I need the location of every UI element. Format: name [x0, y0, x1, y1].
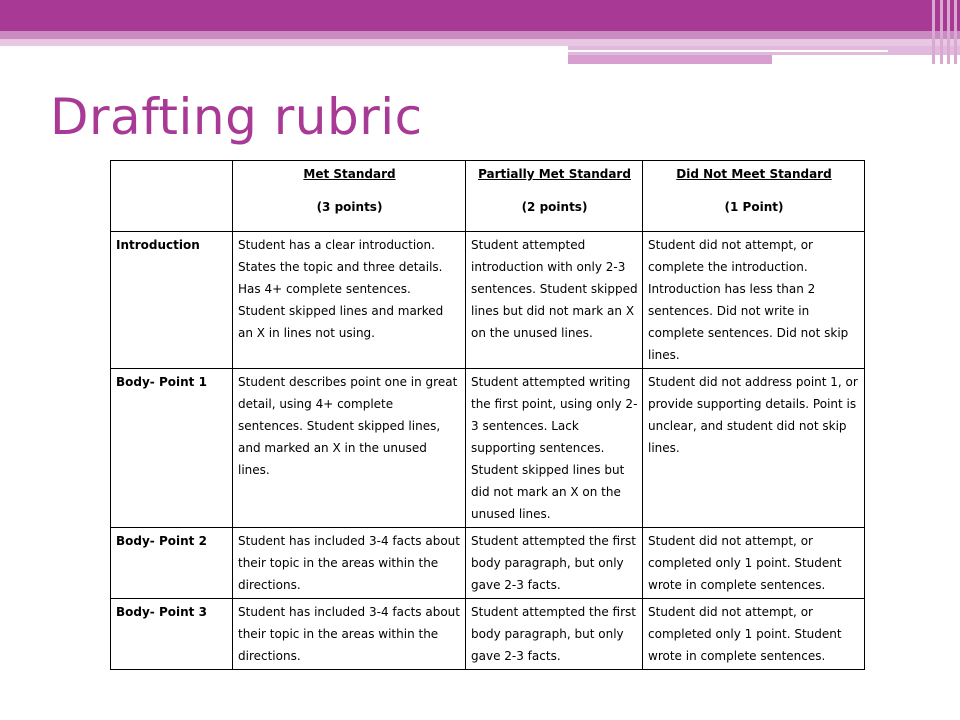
header-vertical-bar: [932, 0, 935, 64]
partial-cell: Student attempted the first body paragraph, but only gave 2-3 facts.: [466, 599, 643, 670]
header-band: [0, 0, 960, 31]
header-vertical-bar: [947, 0, 950, 64]
criterion-cell: Body- Point 3: [111, 599, 233, 670]
not-met-cell: Student did not address point 1, or provide supporting details. Point is unclear, and student did not skip lines.: [643, 369, 865, 528]
partial-cell: Student attempted writing the first point, using only 2-3 sentences. Lack supporting sentences. Student skipped lines but did not mark an X on the unused lines.: [466, 369, 643, 528]
slide-title: Drafting rubric: [50, 88, 423, 146]
header-band-tertiary: [0, 39, 960, 46]
partial-cell: Student attempted the first body paragraph, but only gave 2-3 facts.: [466, 528, 643, 599]
rubric-row-body-point-2: [111, 528, 865, 599]
met-cell: Student has included 3-4 facts about their topic in the areas within the directions.: [233, 599, 466, 670]
partial-cell: Student attempted introduction with only 2-3 sentences. Student skipped lines but did not mark an X on the unused lines.: [466, 232, 643, 369]
rubric-row-introduction: [111, 232, 865, 369]
header-points: (3 points): [316, 200, 383, 214]
header-label: Did Not Meet Standard: [676, 167, 832, 181]
not-met-cell: Student did not attempt, or completed only 1 point. Student wrote in complete sentences.: [643, 528, 865, 599]
header-accent-strip-short: [568, 55, 772, 64]
met-cell: Student describes point one in great detail, using 4+ complete sentences. Student skipped lines, and marked an X in the unused lines.: [233, 369, 466, 528]
rubric-row-body-point-1: [111, 369, 865, 528]
rubric-header-not-met: [643, 161, 865, 232]
rubric-corner-cell: [111, 161, 233, 232]
rubric-header-met: [233, 161, 466, 232]
header-label: Met Standard: [303, 167, 396, 181]
not-met-cell: Student did not attempt, or complete the introduction. Introduction has less than 2 sentences. Did not write in complete sentences. Did not skip lines.: [643, 232, 865, 369]
criterion-cell: Introduction: [111, 232, 233, 369]
header-vertical-bar: [954, 0, 957, 64]
header-points: (1 Point): [724, 200, 784, 214]
met-cell: Student has included 3-4 facts about their topic in the areas within the directions.: [233, 528, 466, 599]
header-band-secondary: [0, 31, 960, 39]
header-vertical-bar: [940, 0, 943, 64]
met-cell: Student has a clear introduction. States the topic and three details. Has 4+ complete sentences. Student skipped lines and marked an X in lines not using.: [233, 232, 466, 369]
header-label: Partially Met Standard: [478, 167, 631, 181]
rubric-header-row: [111, 161, 865, 232]
rubric-row-body-point-3: [111, 599, 865, 670]
criterion-cell: Body- Point 2: [111, 528, 233, 599]
criterion-cell: Body- Point 1: [111, 369, 233, 528]
rubric-header-partial: [466, 161, 643, 232]
header-points: (2 points): [521, 200, 588, 214]
header-accent-line: [568, 50, 888, 52]
rubric-table: [110, 160, 865, 670]
not-met-cell: Student did not attempt, or completed only 1 point. Student wrote in complete sentences.: [643, 599, 865, 670]
